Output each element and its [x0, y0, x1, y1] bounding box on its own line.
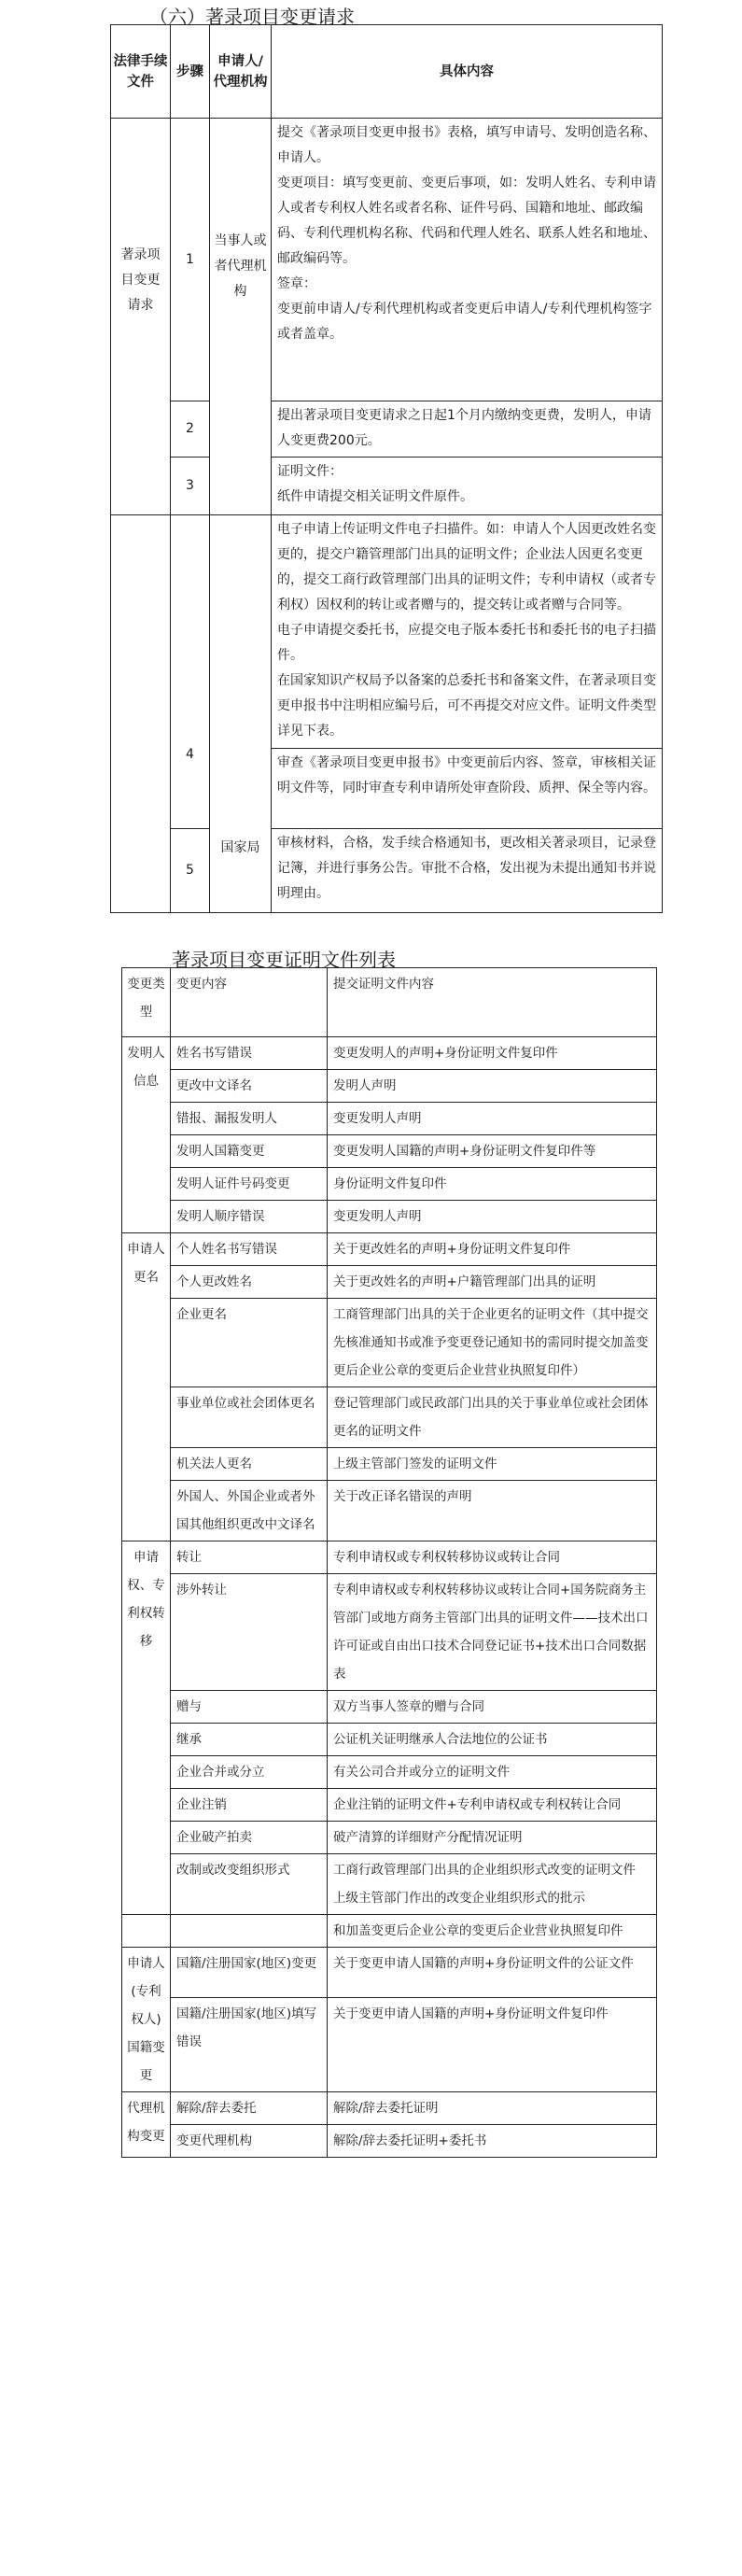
item-cell: 国籍/注册国家(地区)变更 [171, 1948, 328, 1998]
step-number: 5 [171, 829, 210, 913]
item-cell: 企业注销 [171, 1789, 328, 1822]
item-cell: 变更代理机构 [171, 2125, 328, 2158]
item-cell: 错报、漏报发明人 [171, 1103, 328, 1135]
table-row [122, 1168, 657, 1201]
doc-cell: 关于变更申请人国籍的声明+身份证明文件复印件 [328, 1998, 657, 2092]
step-row [111, 401, 663, 457]
item-cell: 姓名书写错误 [171, 1037, 328, 1070]
list-title: 著录项目变更证明文件列表 [172, 949, 396, 971]
item-cell: 企业更名 [171, 1299, 328, 1387]
doc-cell: 专利申请权或专利权转移协议或转让合同+国务院商务主管部门或地方商务主管部门出具的证明文件——技术出口许可证或自由出口技术合同登记证书+技术出口合同数据表 [328, 1574, 657, 1691]
law-label: 著录项目变更请求 [111, 119, 171, 515]
doc-line: 工商行政管理部门出具的企业组织形式改变的证明文件 [333, 1863, 636, 1878]
doc-cell: 双方当事人签章的赠与合同 [328, 1691, 657, 1724]
item-cell: 个人更改姓名 [171, 1266, 328, 1299]
request-table [110, 24, 663, 913]
section-title: （六）著录项目变更请求 [149, 6, 355, 28]
item-cell: 发明人国籍变更 [171, 1135, 328, 1168]
doc-cell [328, 1854, 657, 1915]
table-row [122, 1756, 657, 1789]
doc-cell: 登记管理部门或民政部门出具的关于事业单位或社会团体更名的证明文件 [328, 1387, 657, 1448]
step-row [111, 457, 663, 515]
item-cell: 事业单位或社会团体更名 [171, 1387, 328, 1448]
item-cell: 外国人、外国企业或者外国其他组织更改中文译名 [171, 1481, 328, 1541]
table-row [122, 1448, 657, 1481]
item-cell: 继承 [171, 1724, 328, 1756]
table-row [122, 1998, 657, 2092]
table-row [122, 1299, 657, 1387]
content-line: 变更前申请人/专利代理机构或者变更后申请人/专利代理机构签字或者盖章。 [277, 302, 652, 342]
step-content: 审核材料，合格，发手续合格通知书，更改相关著录项目，记录登记簿，并进行事务公告。审批不合格，发出视为未提出通知书并说明理由。 [272, 829, 663, 913]
table-row [122, 2125, 657, 2158]
header-applicant: 申请人/代理机构 [210, 25, 272, 119]
category-label: 发明人信息 [122, 1037, 171, 1233]
doc-cell: 关于改正译名错误的声明 [328, 1481, 657, 1541]
doc-cell: 关于更改姓名的声明+户籍管理部门出具的证明 [328, 1266, 657, 1299]
table-row [122, 1037, 657, 1070]
content-line: 证明文件： [277, 464, 343, 479]
item-cell: 更改中文译名 [171, 1070, 328, 1103]
step-content [272, 457, 663, 515]
table-row [122, 1854, 657, 1915]
doc-cell: 关于变更申请人国籍的声明+身份证明文件的公证文件 [328, 1948, 657, 1998]
doc-line: 上级主管部门作出的改变企业组织形式的批示 [333, 1891, 585, 1906]
table-row [122, 1789, 657, 1822]
content-line: 纸件申请提交相关证明文件原件。 [277, 489, 473, 504]
table-row [122, 1266, 657, 1299]
content-line: 变更项目：填写变更前、变更后事项，如：发明人姓名、专利申请人或者专利权人姓名或者名称、证件号码、国籍和地址、邮政编码、专利代理机构名称、代码和代理人姓名、联系人姓名和地址、邮政编码等。 [277, 176, 656, 266]
doc-cell: 破产清算的详细财产分配情况证明 [328, 1822, 657, 1854]
header-step: 步骤 [171, 25, 210, 119]
category-label: 申请权、专利权转移 [122, 1541, 171, 1915]
item-cell-empty [171, 1915, 328, 1948]
category-label: 代理机构变更 [122, 2092, 171, 2158]
header-row [111, 25, 663, 119]
item-cell: 企业破产拍卖 [171, 1822, 328, 1854]
doc-cell: 工商管理部门出具的关于企业更名的证明文件（其中提交先核准通知书或准予变更登记通知书的需同时提交加盖变更后企业公章的变更后企业营业执照复印件） [328, 1299, 657, 1387]
item-cell: 国籍/注册国家(地区)填写错误 [171, 1998, 328, 2092]
table-row [122, 1541, 657, 1574]
doc-cell: 解除/辞去委托证明+委托书 [328, 2125, 657, 2158]
doc-cell: 企业注销的证明文件+专利申请权或专利权转让合同 [328, 1789, 657, 1822]
step-content [272, 119, 663, 401]
header-law: 法律手续文件 [111, 25, 171, 119]
doc-cell: 有关公司合并或分立的证明文件 [328, 1756, 657, 1789]
category-cell-empty [122, 1915, 171, 1948]
item-cell: 企业合并或分立 [171, 1756, 328, 1789]
header-row [122, 968, 657, 1037]
doc-cell: 和加盖变更后企业公章的变更后企业营业执照复印件 [328, 1915, 657, 1948]
table-row [122, 1691, 657, 1724]
header-content: 具体内容 [272, 25, 663, 119]
item-cell: 发明人顺序错误 [171, 1201, 328, 1233]
content-line: 签章： [277, 276, 316, 291]
step-number: 2 [171, 401, 210, 457]
table-row [122, 1948, 657, 1998]
table-row [122, 1070, 657, 1103]
table-row [122, 1233, 657, 1266]
step-number: 3 [171, 457, 210, 515]
table-row [122, 1103, 657, 1135]
doc-cell: 变更发明人声明 [328, 1201, 657, 1233]
doc-cell: 变更发明人声明 [328, 1103, 657, 1135]
table-row [122, 1574, 657, 1691]
item-cell: 改制或改变组织形式 [171, 1854, 328, 1915]
step-row [111, 515, 663, 749]
header-item: 变更内容 [171, 968, 328, 1037]
step-content: 提出著录项目变更请求之日起1个月内缴纳变更费，发明人，申请人变更费200元。 [272, 401, 663, 457]
table-row [122, 1724, 657, 1756]
table-row [122, 2092, 657, 2125]
doc-cell: 变更发明人国籍的声明+身份证明文件复印件等 [328, 1135, 657, 1168]
doc-cell: 变更发明人的声明+身份证明文件复印件 [328, 1037, 657, 1070]
table-row [122, 1201, 657, 1233]
content-line: 电子申请提交委托书，应提交电子版本委托书和委托书的电子扫描件。 [277, 623, 656, 663]
item-cell: 涉外转让 [171, 1574, 328, 1691]
item-cell: 个人姓名书写错误 [171, 1233, 328, 1266]
step-content: 审查《著录项目变更申报书》中变更前后内容、签章，审核相关证明文件等，同时审查专利申请所处审查阶段、质押、保全等内容。 [272, 749, 663, 829]
table-row [122, 1387, 657, 1448]
law-cell-empty [111, 515, 171, 913]
item-cell: 解除/辞去委托 [171, 2092, 328, 2125]
step-number: 4 [171, 515, 210, 829]
step-row [111, 829, 663, 913]
role-applicant: 当事人或者代理机构 [210, 119, 272, 515]
doc-cell: 发明人声明 [328, 1070, 657, 1103]
header-type: 变更类型 [122, 968, 171, 1037]
table-row [122, 1822, 657, 1854]
item-cell: 发明人证件号码变更 [171, 1168, 328, 1201]
item-cell: 转让 [171, 1541, 328, 1574]
item-cell: 赠与 [171, 1691, 328, 1724]
item-cell: 机关法人更名 [171, 1448, 328, 1481]
category-label: 申请人(专利权人)国籍变更 [122, 1948, 171, 2092]
step-content [272, 515, 663, 749]
doc-cell: 身份证明文件复印件 [328, 1168, 657, 1201]
doc-cell: 公证机关证明继承人合法地位的公证书 [328, 1724, 657, 1756]
content-line: 在国家知识产权局予以备案的总委托书和备案文件，在著录项目变更申报书中注明相应编号后，可不再提交对应文件。证明文件类型详见下表。 [277, 673, 656, 739]
step-row [111, 119, 663, 401]
doc-cell: 解除/辞去委托证明 [328, 2092, 657, 2125]
table-row [122, 1135, 657, 1168]
table-row [122, 1481, 657, 1541]
doc-cell: 关于更改姓名的声明+身份证明文件复印件 [328, 1233, 657, 1266]
step-number: 1 [171, 119, 210, 401]
role-office: 国家局 [210, 515, 272, 913]
header-doc: 提交证明文件内容 [328, 968, 657, 1037]
content-line: 电子申请上传证明文件电子扫描件。如：申请人个人因更改姓名变更的，提交户籍管理部门出具的证明文件；企业法人因更名变更的，提交工商行政管理部门出具的证明文件；专利申请权（或者专利权）因权利的转让或者赠与的，提交转让或者赠与合同等。 [277, 522, 656, 612]
doc-cell: 专利申请权或专利权转移协议或转让合同 [328, 1541, 657, 1574]
table-row [122, 1915, 657, 1948]
proof-table [121, 967, 657, 2158]
content-line: 提交《著录项目变更申报书》表格，填写申请号、发明创造名称、申请人。 [277, 125, 656, 165]
category-label: 申请人更名 [122, 1233, 171, 1541]
doc-cell: 上级主管部门签发的证明文件 [328, 1448, 657, 1481]
